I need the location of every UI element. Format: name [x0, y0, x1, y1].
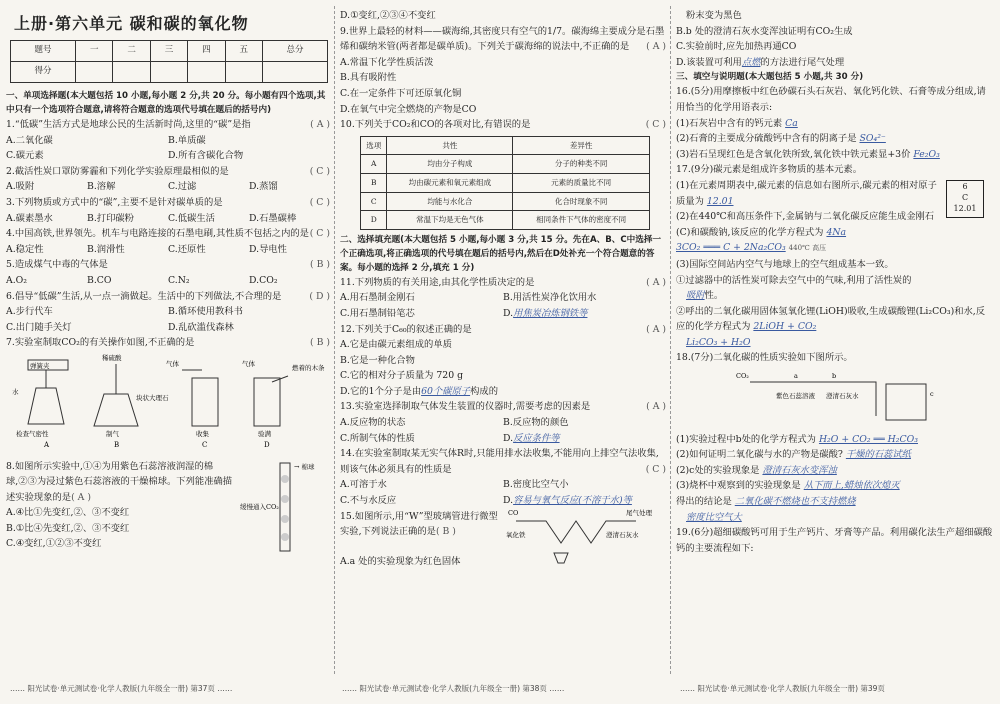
label-d: D	[264, 440, 270, 449]
question-13: 13.实验室选择制取气体发生装置的仪器时,需要考虑的因素是 ( A ) A.反应物的状态 B.反应物的颜色 C.所制气体的性质 D.反应条件等	[340, 401, 666, 444]
question-18: 18.(7分)二氧化碳的性质实验如下图所示。 CO₂ a b 紫色石蕊溶液 澄清石灰水 c (1)实验过程中b处的化学方程式为 H₂O + CO₂ ══ H₂CO₃ (2)如何证明二氧化碳与水的产物是碳酸? 干燥的石蕊试纸 (2)c处的实验现象是 澄清石灰水变浑浊 (3)烧杯中观察到的实验现象是 从下而上,蜡烛依次熄灭 得出的结论是 二氧化碳不燃烧也不支持燃烧 密度比空气大	[676, 350, 994, 525]
label-a: A	[44, 440, 50, 449]
burner	[554, 553, 568, 563]
co-label: CO	[508, 508, 519, 517]
column-2	[340, 8, 666, 569]
stick-label: 燃着的木条	[292, 363, 325, 372]
question-17: 17.(9分)碳元素是组成许多物质的基本元素。 (1)在元素周期表中,碳元素的信息如右图所示,碳元素的相对原子质量为 12.01 6 C 12.01 (2)在440℃和高压条件下,金属钠与二氧化碳反应能生成金刚石(C)和碳酸钠,该反应的化学方程式为 4Na 3CO₂ ═══ C + 2Na₂CO₃ 440℃ 高压 (3)国际空间站内空气与地球上的空气组成基本一致。 ①过滤器中的活性炭可除去空气中的气味,利用了活性炭的 吸附性。 ②呼出的二氧化碳用固体氢氧化锂(LiOH)吸收,生成碳酸锂(Li₂CO₃)和水,反应的化学方程式为 2LiOH + CO₂ Li₂CO₃ + H₂O	[676, 164, 986, 348]
question-12: 12.下列关于C₆₀的叙述正确的是 ( A ) A.它是由碳元素组成的单质 B.它是一种化合物 C.它的相对分子质量为 720 g D.它的1个分子是由60个碳原子构成的	[340, 323, 666, 397]
cotton-ball	[281, 475, 289, 483]
cotton-ball	[281, 515, 289, 523]
question-15-option-c: C.实验前时,应先加热再通CO	[676, 41, 797, 53]
column-1	[6, 8, 330, 552]
footer-page-38: …… 阳光试卷·单元测试卷·化学人教版(九年级全一册) 第38页 ……	[342, 684, 565, 693]
spring-clip-label: 弹簧夹	[30, 361, 50, 370]
question-1: 1.“低碳”生活方式是地球公民的生活新时尚,这里的“碳”是指 ( A ) A.二氧化碳 B.单质碳 C.碳元素 D.所有含碳化合物	[6, 119, 330, 162]
point-b: b	[832, 372, 837, 381]
question-8-option-d: D.①变红,②③④不变红	[340, 10, 436, 21]
tail-gas-label: 尾气处理	[626, 508, 652, 517]
question-14: 14.在实验室制取某无实气体R时,只能用排水法收集,不能用向上排空气法收集,则该气体必须具有的性质是 ( C ) A.可溶于水 B.密度比空气小 C.不与水反应 D.容易与氧气反应(不溶于水)等	[340, 448, 666, 507]
label-c-caption: 收集	[196, 429, 209, 438]
cotton-ball	[281, 495, 289, 503]
question-11: 11.下列物质的有关用途,由其化学性质决定的是 ( A ) A.用石墨制金刚石 B.用活性炭净化饮用水 C.用石墨制铅笔芯 D.用焦炭冶炼钢铁等	[340, 276, 666, 319]
label-c: C	[202, 440, 208, 449]
cotton-ball	[281, 533, 289, 541]
limewater-label: 澄清石灰水	[606, 530, 639, 539]
cotton-label: → 棉球	[294, 462, 315, 471]
limewater-label: 澄清石灰水	[826, 392, 859, 401]
question-10: 10.下列关于CO₂和CO的各项对比,有错误的是 ( C )	[340, 119, 666, 131]
flask-a	[28, 388, 64, 424]
column-divider	[334, 6, 335, 674]
question-16: 16.(5分)用摩擦板中红色砂碳石头石灰岩、氧化钙化铁、石膏等成分组成,请用恰当的化学用语表示: (1)石灰岩中含有的钙元素 Ca (2)石膏的主要成分硫酸钙中含有的阴离子是 SO₄²⁻ (3)岩石呈现红色是含氧化铁所致,氧化铁中铁元素显+3价 Fe₂O₃	[676, 86, 986, 160]
question-3: 3.下列物质或方式中的“碳”,主要不是针对碳单质的是 ( C ) A.碳素墨水 B.打印碳粉 C.低碳生活 D.石墨碳棒	[6, 196, 330, 224]
co2-property-figure	[676, 366, 986, 426]
acid-label: 稀硫酸	[102, 353, 122, 362]
point-c: c	[930, 390, 934, 399]
bottle-c	[192, 378, 218, 426]
label-b-caption: 制气	[106, 429, 119, 438]
question-6: 6.倡导“低碳”生活,从一点一滴做起。生活中的下列做法,不合理的是 ( D ) A.步行代车 B.循环使用教科书 C.出门随手关灯 D.乱砍滥伐森林	[6, 290, 330, 333]
periodic-table-card: 6 C 12.01	[946, 180, 984, 218]
beaker	[886, 384, 926, 420]
question-7: 7.实验室制取CO₂的有关操作如图,不正确的是 ( B )	[6, 337, 330, 349]
question-4: 4.中国高铁,世界领先。机车与电路连接的石墨电刷,其性质不包括之内的是 ( C ) A.稳定性 B.润滑性 C.还原性 D.导电性	[6, 228, 330, 255]
column-3	[676, 8, 994, 556]
footer-page-39: …… 阳光试卷·单元测试卷·化学人教版(九年级全一册) 第39页	[680, 684, 885, 693]
gas-label-d: 气体	[242, 359, 255, 368]
page-title: 上册·第六单元 碳和碳的氧化物	[14, 14, 249, 33]
question-8: 8.如图所示实验中,①④为用紫色石蕊溶液润湿的棉球,②③为浸过紫色石蕊溶液的干燥棉球。下列能准确描述实验现象的是( A ) A.④比①先变红,②、③不变红 B.①比④先变红,②、③不变红 C.④变红,①②③不变红 → 棉球 缓慢通入CO₂	[6, 459, 330, 553]
lab-apparatus-figure	[6, 354, 330, 450]
iron-oxide-label: 氧化铁	[506, 530, 526, 539]
litmus-label: 紫色石蕊溶液	[776, 392, 815, 401]
question-19: 19.(6分)超细碳酸钙可用于生产钙片、牙膏等产品。利用碳化法生产超细碳酸钙的主要流程如下:	[676, 527, 993, 554]
co2-inlet-label: 缓慢通入CO₂	[240, 502, 279, 511]
water-label: 水	[12, 387, 19, 396]
question-9: 9.世界上最轻的材料——碳海绵,其密度只有空气的1/7。碳海绵主要成分是石墨烯和碳纳米管(两者都是碳单质)。下列关于碳海绵的说法中,不正确的是 ( A ) A.常温下化学性质活泼 B.具有吸附性 C.在一定条件下可还原氧化铜 D.在氧气中完全燃烧的产物是CO	[340, 25, 666, 115]
question-15: 15.如图所示,用“W”型玻璃管进行微型实验,下列说法正确的是( B ) CO 氧化铁 澄清石灰水 尾气处理 A.a 处的实验现象为红色固体	[340, 509, 666, 570]
section-2-heading: 二、选择填充题(本大题包括 5 小题,每小题 3 分,共 15 分。先在A、B、C中选择一个正确选项,将正确选项的代号填在题后的括号内,然后在D处补充一个符合题意的答案。每小题的选择 2 分,填充 1 分)	[340, 234, 662, 273]
label-b: B	[114, 440, 120, 449]
gas-label-c: 气体	[166, 359, 179, 368]
question-15-option-d: D.该装置可利用点燃的方法进行尾气处理	[676, 56, 845, 68]
w-tube-figure	[506, 503, 666, 567]
label-d-caption: 验满	[258, 429, 271, 438]
marble-label: 块状大理石	[136, 393, 169, 402]
score-table: 题号 一 二 三 四 五 总分 得分	[10, 40, 328, 83]
section-3-heading: 三、填空与说明题(本大题包括 5 小题,共 30 分)	[676, 72, 864, 83]
question-15-option-b: B.b 处的澄清石灰水变浑浊证明有CO₂生成	[676, 25, 853, 37]
tube-cotton-figure	[240, 459, 326, 555]
question-15-option-a-cont: 粉末变为黑色	[686, 10, 742, 21]
question-5: 5.造成煤气中毒的气体是 ( B ) A.O₂ B.CO C.N₂ D.CO₂	[6, 259, 330, 286]
section-1-heading: 一、单项选择题(本大题包括 10 小题,每小题 2 分,共 20 分。每小题有四个选项,其中只有一个选项符合题意,请将符合题意的选项代号填在题后的括号内)	[6, 91, 326, 115]
co2-label: CO₂	[736, 372, 749, 381]
point-a: a	[794, 372, 798, 381]
flask-b	[94, 394, 138, 426]
bottle-d	[254, 378, 280, 426]
column-divider	[670, 6, 671, 674]
comparison-table: 选项 共性 差异性 A 均由分子构成 分子的种类不同 B 均由碳元素和氧元素组成 元素的质量比不同 C 均能与水化合 化合时现象不同 D 常温下均是无色气体 相同条件下气体的密度不同	[360, 136, 650, 230]
label-a-caption: 检查气密性	[16, 429, 49, 438]
footer-page-37: …… 阳光试卷·单元测试卷·化学人教版(九年级全一册) 第37页 ……	[10, 684, 233, 693]
question-2: 2.截活性炭口罩防雾霾和下列化学实验原理最相似的是 ( C ) A.吸附 B.溶解 C.过滤 D.蒸馏	[6, 165, 330, 193]
